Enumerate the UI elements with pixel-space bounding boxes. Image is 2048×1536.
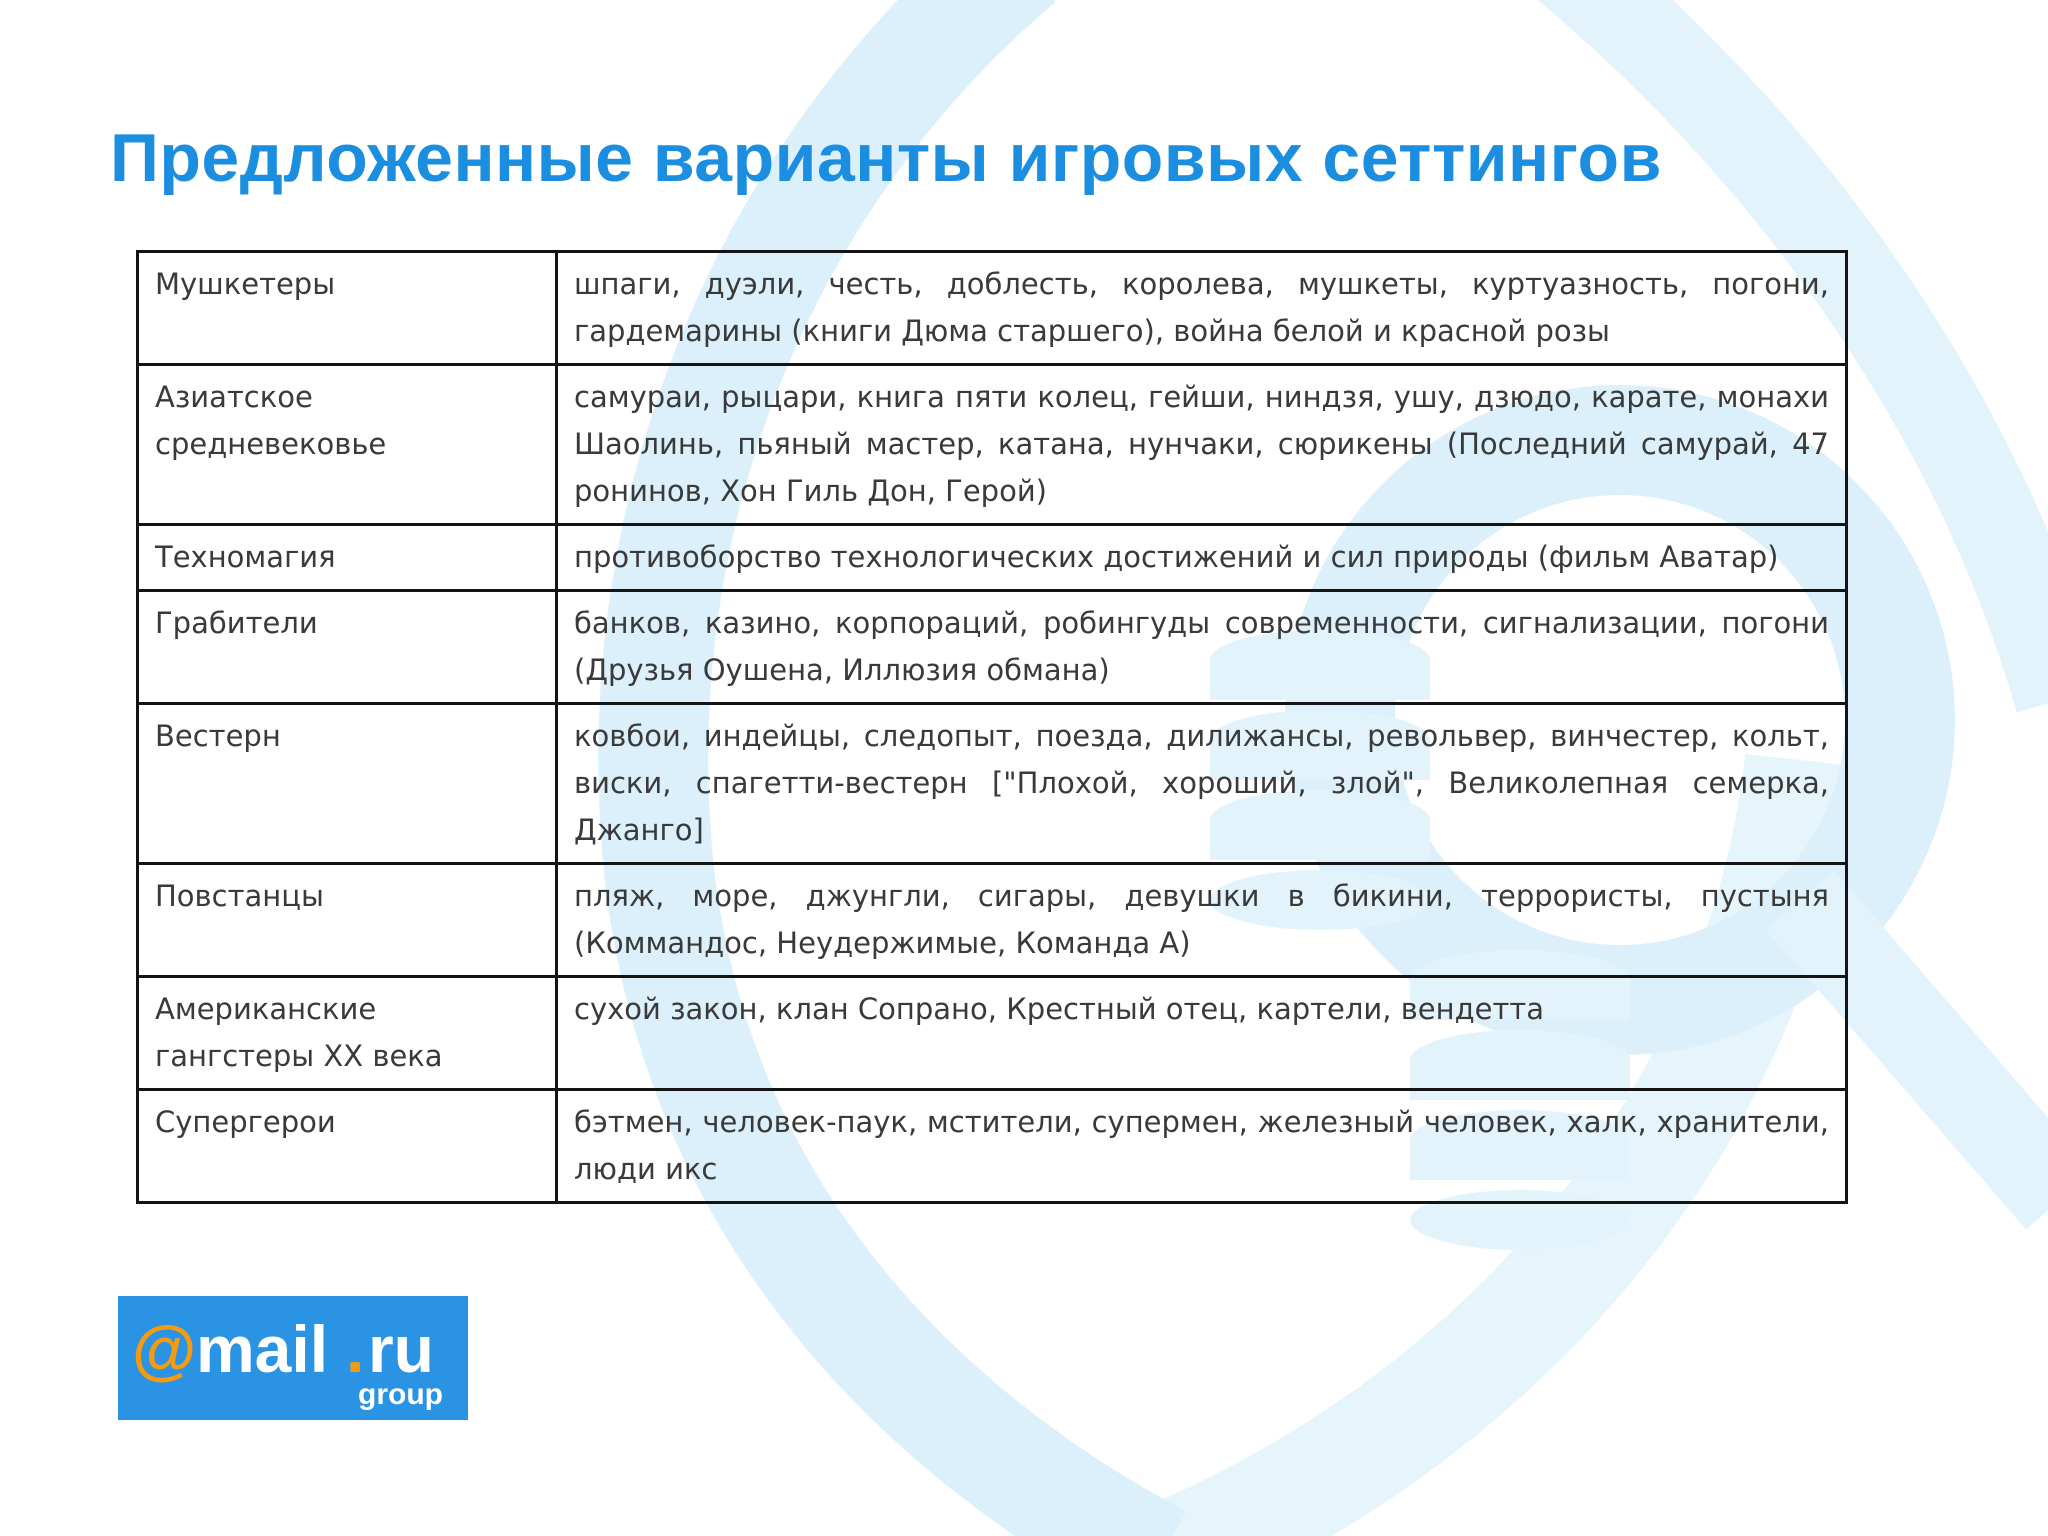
logo-ru: ru: [368, 1312, 434, 1386]
setting-description: сухой закон, клан Сопрано, Крестный отец, картели, вендетта: [557, 977, 1847, 1090]
setting-name: Повстанцы: [138, 864, 557, 977]
logo-at: @: [132, 1312, 197, 1386]
setting-name: Вестерн: [138, 704, 557, 864]
setting-name: Американские гангстеры XX века: [138, 977, 557, 1090]
setting-description: ковбои, индейцы, следопыт, поезда, дилижансы, револьвер, винчестер, кольт, виски, спагетти-вестерн ["Плохой, хороший, злой", Великолепная семерка, Джанго]: [557, 704, 1847, 864]
setting-description: пляж, море, джунгли, сигары, девушки в бикини, террористы, пустыня (Коммандос, Неудержимые, Команда А): [557, 864, 1847, 977]
setting-description: банков, казино, корпораций, робингуды современности, сигнализации, погони (Друзья Оушена, Иллюзия обмана): [557, 591, 1847, 704]
slide-title: Предложенные варианты игровых сеттингов: [110, 120, 1662, 196]
setting-description: противоборство технологических достижений и сил природы (фильм Аватар): [557, 525, 1847, 591]
table-row: [138, 704, 1847, 864]
setting-description: шпаги, дуэли, честь, доблесть, королева, мушкеты, куртуазность, погони, гардемарины (книги Дюма старшего), война белой и красной розы: [557, 252, 1847, 365]
table-row: [138, 864, 1847, 977]
table-row: [138, 365, 1847, 525]
table-row: [138, 977, 1847, 1090]
logo-mail: mail: [196, 1312, 329, 1386]
table-row: [138, 252, 1847, 365]
table-row: [138, 525, 1847, 591]
setting-name: Супергерои: [138, 1090, 557, 1203]
setting-description: самураи, рыцари, книга пяти колец, гейши, ниндзя, ушу, дзюдо, карате, монахи Шаолинь, пьяный мастер, катана, нунчаки, сюрикены (Последний самурай, 47 ронинов, Хон Гиль Дон, Герой): [557, 365, 1847, 525]
setting-name: Техномагия: [138, 525, 557, 591]
table-row: [138, 591, 1847, 704]
setting-name: Грабители: [138, 591, 557, 704]
logo-group: group: [358, 1378, 443, 1411]
settings-table: [136, 250, 1848, 1204]
setting-description: бэтмен, человек-паук, мстители, супермен, железный человек, халк, хранители, люди икс: [557, 1090, 1847, 1203]
setting-name: Мушкетеры: [138, 252, 557, 365]
table-row: [138, 1090, 1847, 1203]
setting-name: Азиатское средневековье: [138, 365, 557, 525]
mail-ru-group-logo: [118, 1296, 468, 1420]
mail-ru-logo-art: [118, 1296, 468, 1420]
logo-dot: .: [346, 1312, 365, 1386]
